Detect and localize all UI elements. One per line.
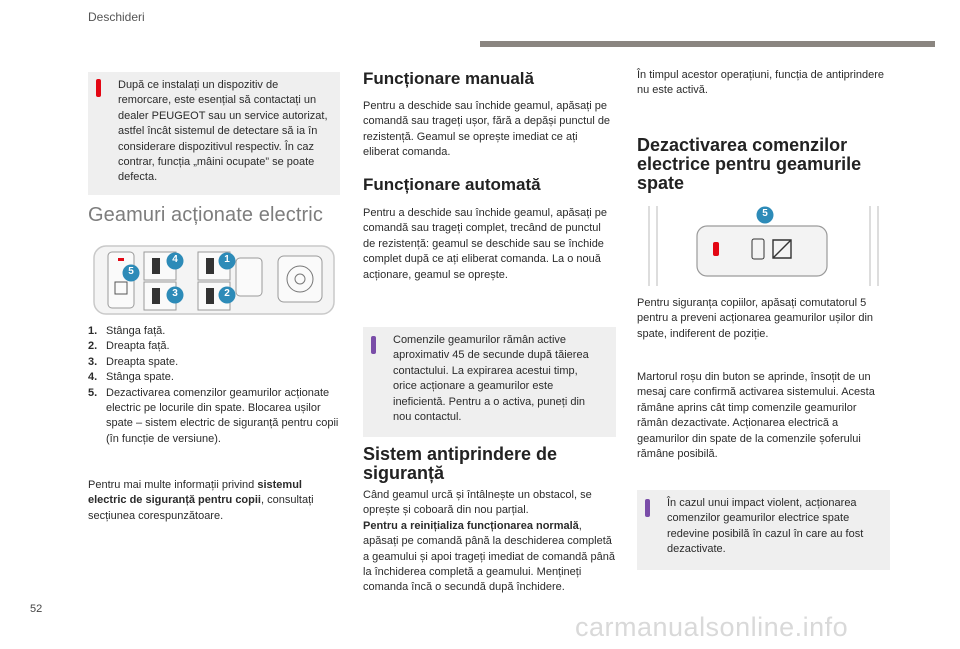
intro-text: În timpul acestor operațiuni, funcția de antiprindere nu este activă. bbox=[637, 69, 885, 97]
switch-badge-5-label: 5 bbox=[128, 266, 134, 277]
deactivation-title: Dezactivarea comenzilor electrice pentru geamurile spate bbox=[637, 135, 862, 193]
safety-title: Sistem antiprindere de siguranță bbox=[363, 444, 558, 483]
impact-text: În cazul unui impact violent, acționarea comenzilor geamurilor electrice spate redevine posibilă în cazul în care au fost dezactivate. bbox=[667, 497, 864, 556]
impact-info-box bbox=[637, 490, 890, 570]
list-item: 2. Dreapta față. bbox=[88, 340, 170, 353]
info-box bbox=[363, 327, 616, 437]
indicator-text: Martorul roșu din buton se aprinde, însoțit de un mesaj care confirmă activarea sistemului. Acesta rămâne aprins cât timp comenzile geamurilor rămân dezactivate. Acționarea electrică a geamurilor din spate de la comenzile șoferului rămâne posibilă. bbox=[637, 371, 875, 461]
warning-text: După ce instalați un dispozitiv de remorcare, este esențial să contactați un dealer PEUGEOT sau un service autorizat, astfel încât sistemul de detectare să ia în considerare dispozitivul respectiv. În caz contrar, funcția „mâini ocupate” se poate defecta. bbox=[118, 79, 328, 184]
switch-list bbox=[88, 324, 340, 447]
list-item: 1. Stânga față. bbox=[88, 325, 166, 337]
manual-text: Pentru a deschide sau închide geamul, apăsați pe comandă sau trageți ușor, fără a depăși punctul de rezistență. Geamul se oprește imediat ce ați eliberat comanda. bbox=[363, 100, 611, 159]
switch-badge-4-label: 4 bbox=[172, 254, 178, 265]
list-item: 5. Dezactivarea comenzilor geamurilor acționate electric pe locurile din spate. Blocarea ușilor spate – sistem electric de siguranță pentru copii (în funcție de versiune). bbox=[88, 386, 339, 445]
warning-icon bbox=[96, 79, 101, 97]
info-text: Comenzile geamurilor rămân active aproximativ 45 de secunde după tăierea contactului. La expirarea acestui timp, orice acționare a geamurilor este ineficientă. Pentru a o activa, puneți din nou contactul. bbox=[393, 334, 589, 424]
info-icon bbox=[371, 336, 376, 354]
auto-title: Funcționare automată bbox=[363, 175, 541, 194]
section-label: Deschideri bbox=[88, 10, 145, 24]
auto-text: Pentru a deschide sau închide geamul, apăsați pe comandă sau trageți complet, trecând de punctul de rezistență: geamul se deschide sau se închide complet după ce ați eliberat comanda. La o nouă acționare, geamul se oprește. bbox=[363, 207, 607, 281]
switch-badge-1-label: 1 bbox=[224, 254, 230, 265]
section-title: Geamuri acționate electric bbox=[88, 204, 323, 226]
child-safety-text: Pentru siguranța copiilor, apăsați comutatorul 5 pentru a preveni acționarea geamurilor ușilor din spate, indiferent de poziție. bbox=[637, 297, 874, 340]
manual-title: Funcționare manuală bbox=[363, 69, 534, 88]
header-bar bbox=[480, 41, 935, 47]
button-badge-5-label: 5 bbox=[762, 208, 768, 219]
switch-badge-3-label: 3 bbox=[172, 288, 178, 299]
switch-badge-2-label: 2 bbox=[224, 288, 230, 299]
warning-box bbox=[88, 72, 340, 195]
more-info-text: Pentru mai multe informații privind sistemul electric de siguranță pentru copii, consultați secțiunea corespunzătoare. bbox=[88, 479, 314, 522]
watermark: carmanualsonline.info bbox=[575, 612, 849, 642]
page-number: 52 bbox=[30, 603, 43, 615]
list-item: 4. Stânga spate. bbox=[88, 371, 174, 384]
safety-text: Când geamul urcă și întâlnește un obstacol, se oprește și coboară din nou parțial. Pentru a reinițializa funcționarea normală, apăsați pe comandă până la deschiderea completă a geamului și apoi trageți imediat de comandă până la închiderea completă a geamului. Mențineți comanda încă o secundă după închidere. bbox=[363, 489, 615, 594]
info-icon bbox=[645, 499, 650, 517]
list-item: 3. Dreapta spate. bbox=[88, 355, 179, 368]
